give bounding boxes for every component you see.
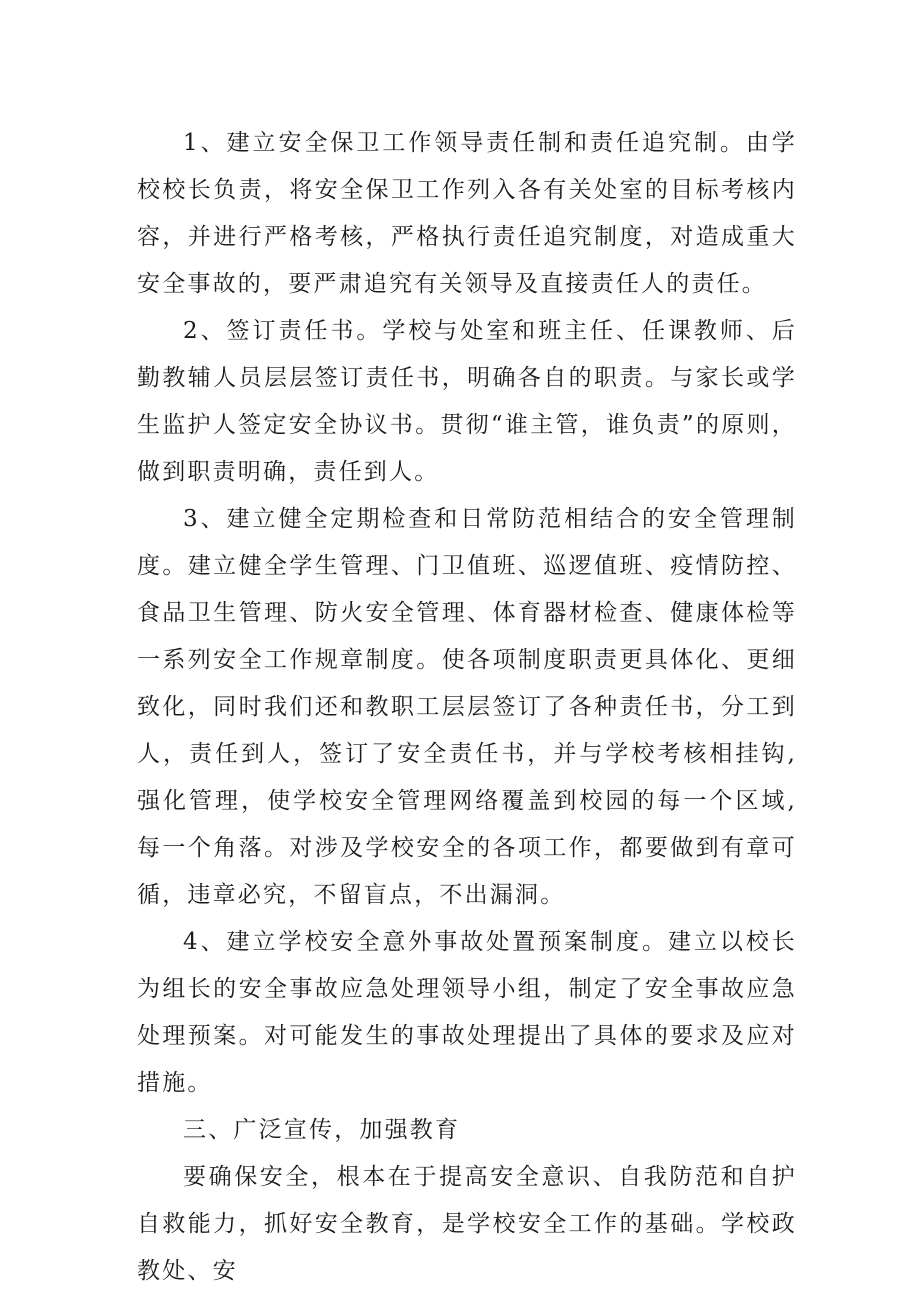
paragraph-responsibility-system: 1、建立安全保卫工作领导责任制和责任追究制。由学校校长负责，将安全保卫工作列入各有关处室的目标考核内容，并进行严格考核，严格执行责任追究制度，对造成重大安全事故的，要严肃追究有关领导及直接责任人的责任。 xyxy=(137,130,797,297)
document-body xyxy=(137,120,797,1295)
paragraph-safety-education: 要确保安全，根本在于提高安全意识、自我防范和自护自救能力，抓好安全教育，是学校安全工作的基础。学校政教处、安 xyxy=(137,1164,797,1284)
paragraph-responsibility-letter: 2、签订责任书。学校与处室和班主任、任课教师、后勤教辅人员层层签订责任书，明确各自的职责。与家长或学生监护人签定安全协议书。贯彻“谁主管，谁负责”的原则，做到职责明确，责任到人。 xyxy=(137,318,797,485)
paragraph-safety-management: 3、建立健全定期检查和日常防范相结合的安全管理制度。建立健全学生管理、门卫值班、巡逻值班、疫情防控、食品卫生管理、防火安全管理、体育器材检查、健康体检等一系列安全工作规章制度。使各项制度职责更具体化、更细致化，同时我们还和教职工层层签订了各种责任书，分工到人，责任到人，签订了安全责任书，并与学校考核相挂钩,强化管理，使学校安全管理网络覆盖到校园的每一个区域,每一个角落。对涉及学校安全的各项工作，都要做到有章可循，违章必究，不留盲点，不出漏洞。 xyxy=(137,506,797,908)
paragraph-emergency-plan: 4、建立学校安全意外事故处置预案制度。建立以校长为组长的安全事故应急处理领导小组，制定了安全事故应急处理预案。对可能发生的事故处理提出了具体的要求及应对措施。 xyxy=(137,929,797,1096)
section-heading: 三、广泛宣传，加强教育 xyxy=(183,1117,461,1143)
